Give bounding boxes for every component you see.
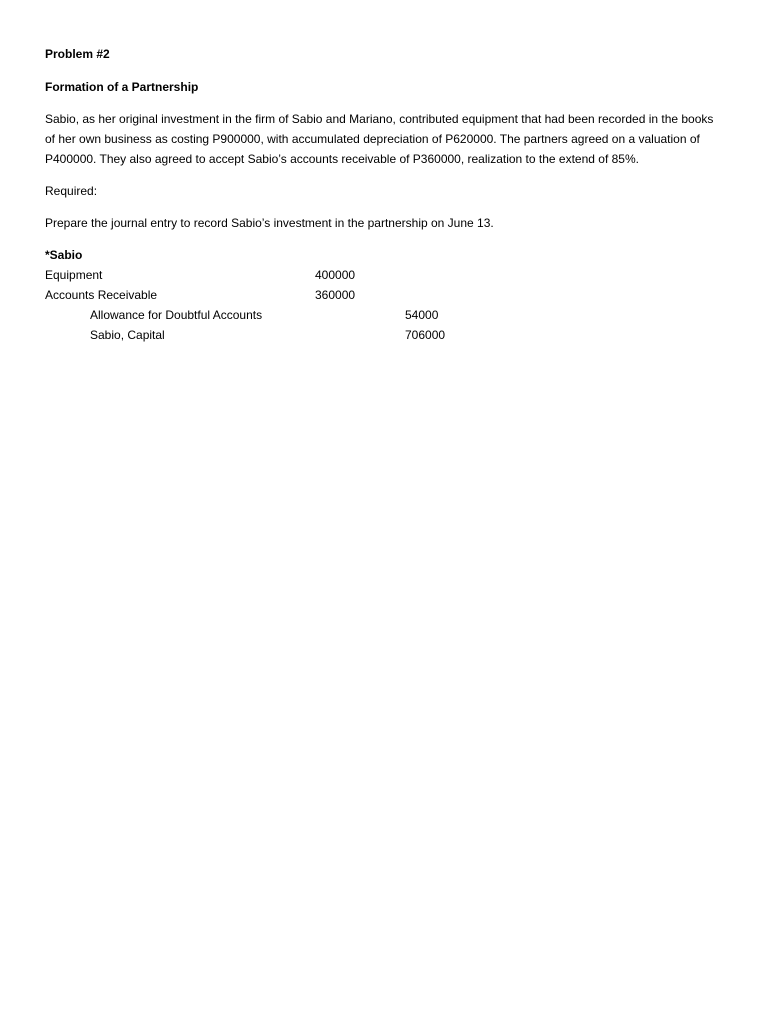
problem-number: Problem #2 <box>45 47 110 61</box>
required-label: Required: <box>45 184 98 198</box>
debit-amount: 400000 <box>315 268 356 282</box>
credit-amount: 706000 <box>405 328 446 342</box>
document-page <box>45 44 725 345</box>
journal-heading-row <box>45 245 725 265</box>
journal-row-equipment <box>45 265 725 285</box>
journal-row-allowance <box>45 305 725 325</box>
problem-paragraph: Sabio, as her original investment in the firm of Sabio and Mariano, contributed equipment that had been recorded in the books of her own business as costing P900000, with accumulated depreciation of P620000. The partners agreed on a valuation of P400000. They also agreed to accept Sabio’s accounts receivable of P360000, realization to the extend of 85%. <box>45 112 714 166</box>
journal-row-capital <box>45 325 725 345</box>
credit-amount: 54000 <box>405 308 439 322</box>
journal-heading: *Sabio <box>45 248 83 262</box>
journal-entry <box>45 245 725 345</box>
account-name: Sabio, Capital <box>90 328 165 342</box>
account-name: Allowance for Doubtful Accounts <box>90 308 263 322</box>
journal-row-accounts-receivable <box>45 285 725 305</box>
account-name: Accounts Receivable <box>45 288 158 302</box>
debit-amount: 360000 <box>315 288 356 302</box>
section-title: Formation of a Partnership <box>45 80 199 94</box>
account-name: Equipment <box>45 268 103 282</box>
instruction-text: Prepare the journal entry to record Sabio’s investment in the partnership on June 13. <box>45 216 494 230</box>
